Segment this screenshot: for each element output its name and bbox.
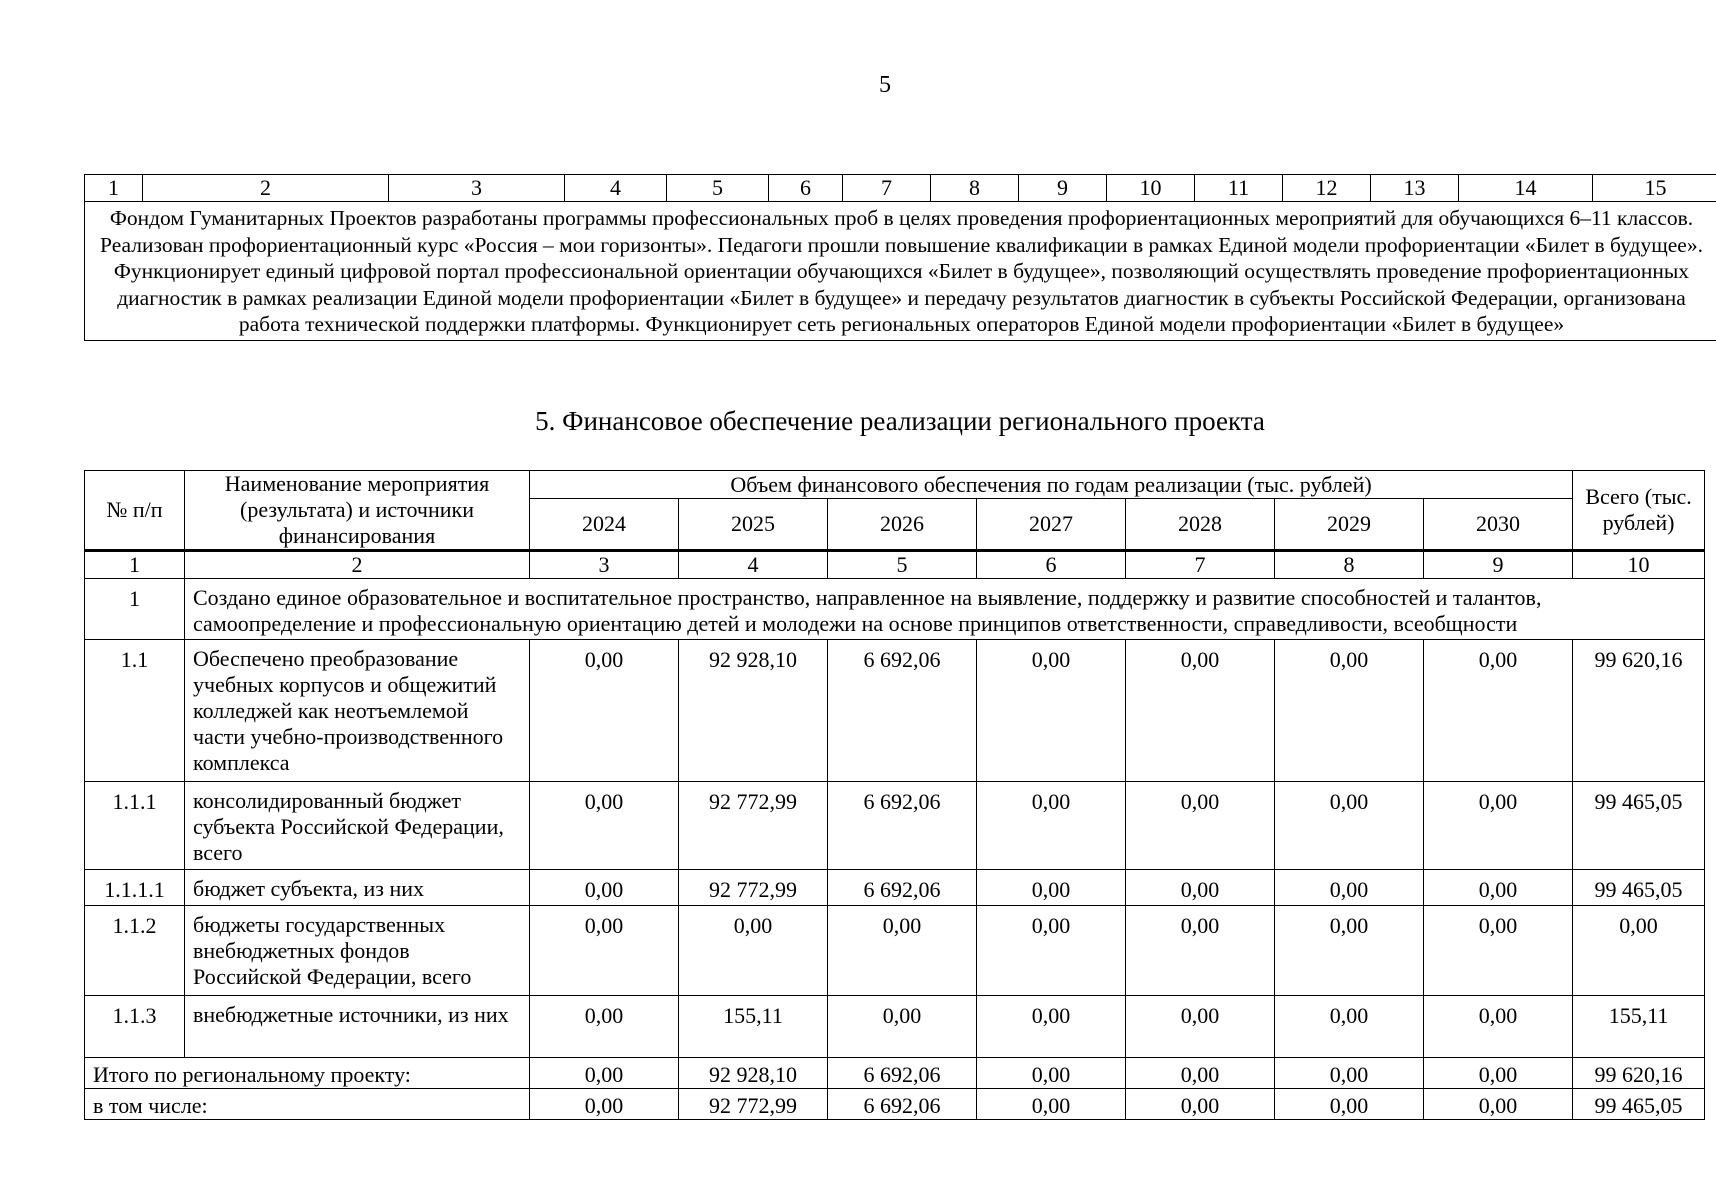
row-num: 1.1.1 (85, 782, 185, 870)
cell-value: 0,00 (1126, 996, 1275, 1058)
cell-value: 0,00 (1275, 870, 1424, 906)
cell-value: 6 692,06 (828, 1058, 977, 1089)
goal-row (85, 579, 1705, 640)
cell-value: 0,00 (977, 996, 1126, 1058)
column-number: 4 (679, 551, 828, 579)
header-year: 2028 (1126, 499, 1275, 551)
column-number: 5 (667, 175, 769, 202)
header-year: 2026 (828, 499, 977, 551)
cell-value: 0,00 (1275, 996, 1424, 1058)
column-number: 10 (1573, 551, 1705, 579)
cell-total: 99 620,16 (1573, 1058, 1705, 1089)
column-number: 11 (1195, 175, 1283, 202)
column-number: 9 (1424, 551, 1573, 579)
cell-value: 155,11 (679, 996, 828, 1058)
cell-value: 0,00 (1424, 640, 1573, 782)
cell-value: 0,00 (1126, 782, 1275, 870)
cell-total: 99 620,16 (1573, 640, 1705, 782)
total-label: Итого по региональному проекту: (85, 1058, 530, 1089)
header-total: Всего (тыс. рублей) (1573, 471, 1705, 551)
header-year: 2025 (679, 499, 828, 551)
table-row (85, 640, 1705, 782)
cell-value: 0,00 (977, 870, 1126, 906)
row-name: бюджет субъекта, из них (185, 870, 530, 906)
row-name: бюджеты государственных внебюджетных фондов Российской Федерации, всего (185, 906, 530, 996)
cell-value: 0,00 (1275, 640, 1424, 782)
cell-value: 0,00 (1126, 640, 1275, 782)
cell-value: 0,00 (1424, 906, 1573, 996)
header-year: 2029 (1275, 499, 1424, 551)
cell-value: 0,00 (977, 906, 1126, 996)
column-number: 2 (185, 551, 530, 579)
cell-value: 0,00 (1275, 906, 1424, 996)
row-num: 1.1.2 (85, 906, 185, 996)
column-number: 10 (1107, 175, 1195, 202)
row-name: Обеспечено преобразование учебных корпусов и общежитий колледжей как неотъемлемой части учебно-производственного комплекса (185, 640, 530, 782)
row-name: внебюджетные источники, из них (185, 996, 530, 1058)
cell-value: 6 692,06 (828, 870, 977, 906)
cell-value: 6 692,06 (828, 1089, 977, 1120)
cell-value: 6 692,06 (828, 640, 977, 782)
cell-value: 0,00 (1424, 996, 1573, 1058)
cell-total: 99 465,05 (1573, 1089, 1705, 1120)
column-number: 13 (1371, 175, 1459, 202)
column-number: 9 (1019, 175, 1107, 202)
header-year: 2030 (1424, 499, 1573, 551)
cell-value: 0,00 (977, 640, 1126, 782)
cell-value: 0,00 (530, 1089, 679, 1120)
cell-value: 0,00 (1126, 1058, 1275, 1089)
column-number: 2 (143, 175, 389, 202)
header-volume: Объем финансового обеспечения по годам реализации (тыс. рублей) (530, 471, 1573, 499)
total-label: в том числе: (85, 1089, 530, 1120)
column-number: 1 (85, 551, 185, 579)
cell-value: 92 772,99 (679, 1089, 828, 1120)
header-name: Наименование мероприятия (результата) и источники финансирования (185, 471, 530, 551)
financing-table (84, 470, 1705, 1120)
cell-value: 92 772,99 (679, 870, 828, 906)
result-description: Фондом Гуманитарных Проектов разработаны программы профессиональных проб в целях проведения профориентационных мероприятий для обучающихся 6–11 классов. Реализован профориентационный курс «Россия – мои горизонты». Педагоги прошли повышение квалификации в рамках Единой модели профориентации «Билет в будущее». Функционирует единый цифровой портал профессиональной ориентации обучающихся «Билет в будущее», позволяющий осуществлять проведение профориентационных диагностик в рамках реализации Единой модели профориентации «Билет в будущее» и передачу результатов диагностик в субъекты Российской Федерации, организована работа технической поддержки платформы. Функционирует сеть региональных операторов Единой модели профориентации «Билет в будущее» (85, 202, 1716, 341)
header-num: № п/п (85, 471, 185, 551)
column-number: 5 (828, 551, 977, 579)
column-number: 3 (389, 175, 565, 202)
column-number: 8 (931, 175, 1019, 202)
row-num: 1.1 (85, 640, 185, 782)
cell-value: 0,00 (1424, 870, 1573, 906)
row-num: 1.1.1.1 (85, 870, 185, 906)
cell-value: 0,00 (530, 870, 679, 906)
cell-total: 99 465,05 (1573, 870, 1705, 906)
page-number: 5 (879, 72, 891, 98)
total-row (85, 1058, 1705, 1089)
column-number: 8 (1275, 551, 1424, 579)
cell-value: 0,00 (977, 782, 1126, 870)
table-row (85, 996, 1705, 1058)
cell-value: 0,00 (1424, 1058, 1573, 1089)
cell-value: 6 692,06 (828, 782, 977, 870)
section-title: 5. Финансовое обеспечение реализации регионального проекта (535, 406, 1265, 436)
cell-total: 155,11 (1573, 996, 1705, 1058)
cell-value: 0,00 (977, 1058, 1126, 1089)
cell-total: 99 465,05 (1573, 782, 1705, 870)
cell-value: 0,00 (1424, 1089, 1573, 1120)
row-name: консолидированный бюджет субъекта Российской Федерации, всего (185, 782, 530, 870)
column-number: 7 (1126, 551, 1275, 579)
cell-value: 0,00 (530, 1058, 679, 1089)
row-num: 1.1.3 (85, 996, 185, 1058)
cell-value: 0,00 (828, 906, 977, 996)
cell-total: 0,00 (1573, 906, 1705, 996)
header-year: 2024 (530, 499, 679, 551)
header-year: 2027 (977, 499, 1126, 551)
column-number: 15 (1593, 175, 1716, 202)
cell-value: 0,00 (530, 640, 679, 782)
cell-value: 0,00 (530, 996, 679, 1058)
cell-value: 92 928,10 (679, 1058, 828, 1089)
cell-value: 0,00 (1275, 1058, 1424, 1089)
column-number: 4 (565, 175, 667, 202)
goal-text: Создано единое образовательное и воспитательное пространство, направленное на выявление, поддержку и развитие способностей и талантов, самоопределение и профессиональную ориентацию детей и молодежи на основе принципов ответственности, справедливости, всеобщности (185, 579, 1705, 640)
cell-value: 0,00 (1126, 1089, 1275, 1120)
top-continuation-table (84, 174, 1716, 341)
column-number: 12 (1283, 175, 1371, 202)
table-row (85, 906, 1705, 996)
cell-value: 0,00 (1275, 1089, 1424, 1120)
table-row (85, 782, 1705, 870)
cell-value: 92 772,99 (679, 782, 828, 870)
cell-value: 92 928,10 (679, 640, 828, 782)
column-number: 6 (769, 175, 843, 202)
column-number: 7 (843, 175, 931, 202)
cell-value: 0,00 (679, 906, 828, 996)
cell-value: 0,00 (530, 906, 679, 996)
cell-value: 0,00 (1424, 782, 1573, 870)
column-number: 6 (977, 551, 1126, 579)
column-number: 14 (1459, 175, 1593, 202)
cell-value: 0,00 (977, 1089, 1126, 1120)
table-row (85, 870, 1705, 906)
cell-value: 0,00 (828, 996, 977, 1058)
cell-value: 0,00 (1275, 782, 1424, 870)
row-num: 1 (85, 579, 185, 640)
total-row (85, 1089, 1705, 1120)
cell-value: 0,00 (1126, 870, 1275, 906)
column-number: 3 (530, 551, 679, 579)
column-number-row (85, 551, 1705, 579)
cell-value: 0,00 (530, 782, 679, 870)
column-number-row (85, 175, 1716, 202)
column-number: 1 (85, 175, 143, 202)
cell-value: 0,00 (1126, 906, 1275, 996)
